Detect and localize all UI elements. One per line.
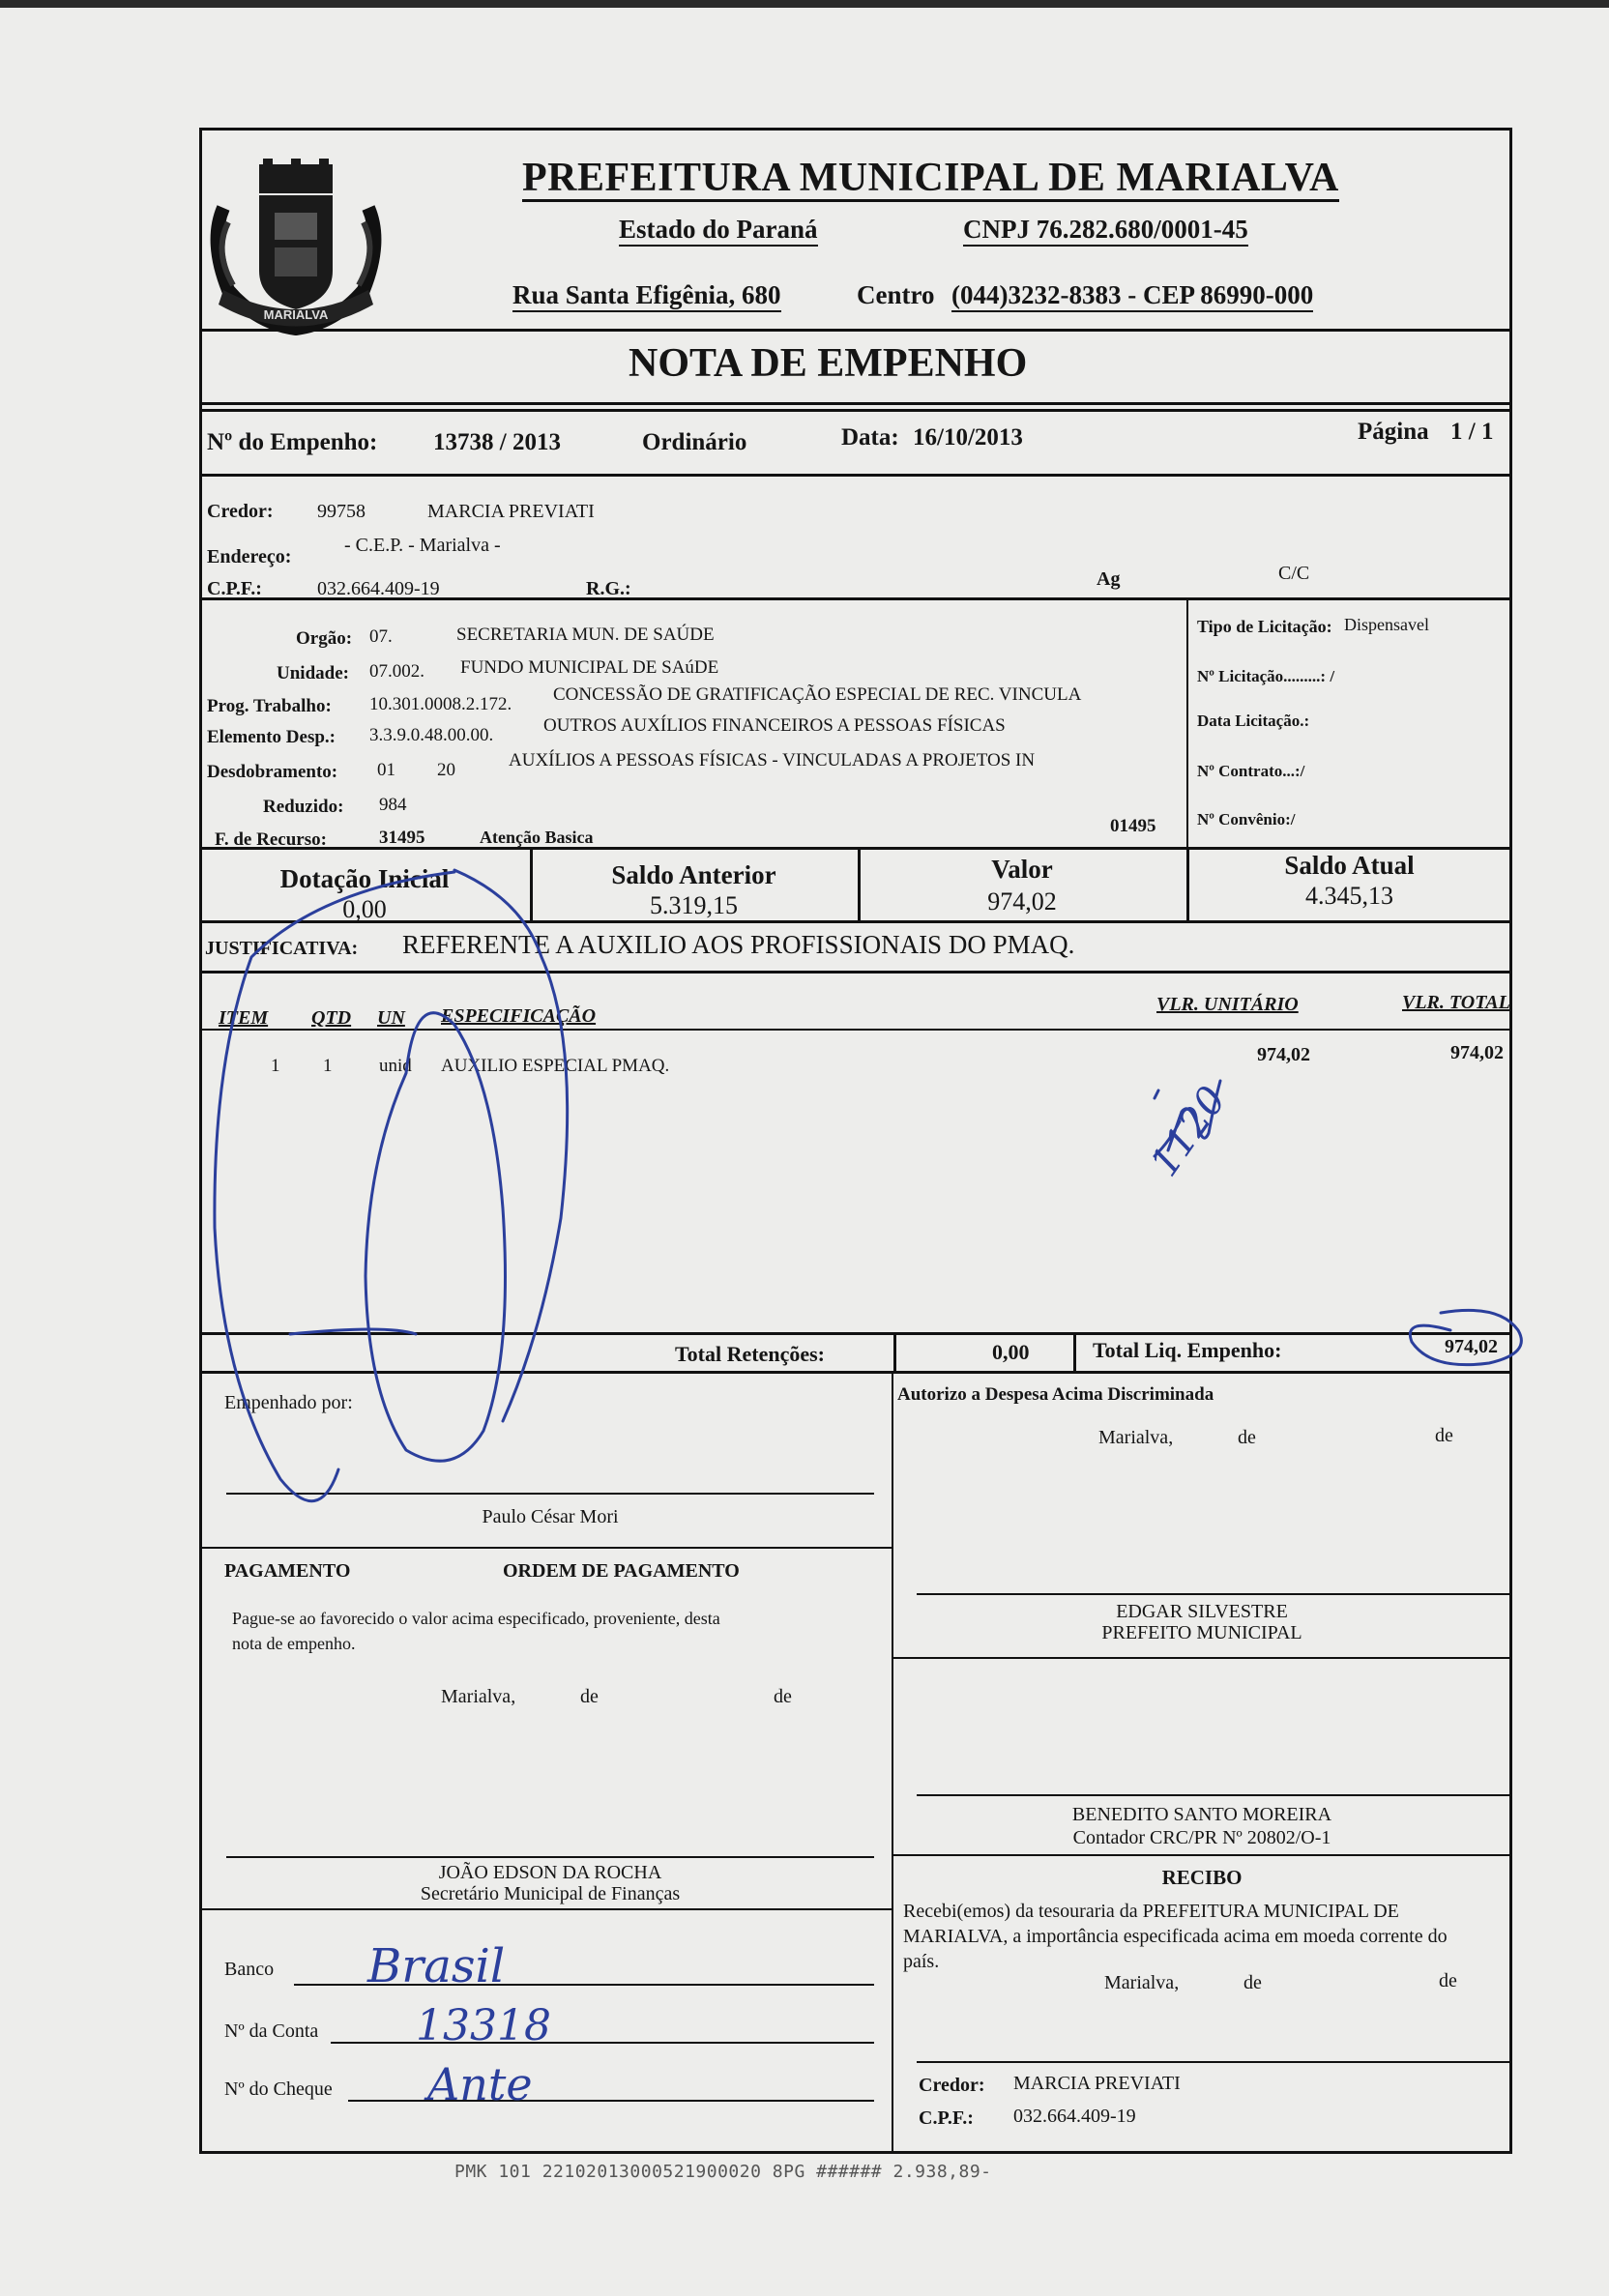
unidade-label: Unidade: xyxy=(277,663,349,683)
pagamento-city: Marialva, xyxy=(441,1686,516,1707)
prog-code: 10.301.0008.2.172. xyxy=(369,694,512,714)
ag-label: Ag xyxy=(1097,568,1121,590)
orgao-name: SECRETARIA MUN. DE SAÚDE xyxy=(456,625,715,645)
desdob-code2: 20 xyxy=(437,760,455,780)
desdob-label: Desdobramento: xyxy=(207,762,338,782)
recurso-label: F. de Recurso: xyxy=(215,829,327,850)
orgao-code: 07. xyxy=(369,626,393,647)
unidade-name: FUNDO MUNICIPAL DE SAúDE xyxy=(460,657,719,678)
prefeito-role: PREFEITO MUNICIPAL xyxy=(1101,1622,1302,1643)
dotacao-value: 0,00 xyxy=(342,895,387,923)
licitacao-type-label: Tipo de Licitação: xyxy=(1197,617,1332,636)
credor-name: MARCIA PREVIATI xyxy=(427,501,595,522)
credor-label: Credor: xyxy=(207,501,274,522)
prefeito-name: EDGAR SILVESTRE xyxy=(1116,1601,1288,1622)
valor-label: Valor xyxy=(991,855,1053,884)
conta-signature-text: 13318 xyxy=(416,2001,551,2050)
pagamento-label: PAGAMENTO xyxy=(224,1560,351,1582)
recurso-right-code: 01495 xyxy=(1110,816,1156,836)
justificativa-text: REFERENTE A AUXILIO AOS PROFISSIONAIS DO PMAQ. xyxy=(402,930,1075,959)
date-label: Data: xyxy=(841,424,899,450)
document-title: NOTA DE EMPENHO xyxy=(629,341,1028,386)
row-unit-value: 974,02 xyxy=(1257,1044,1310,1065)
autorizo-city: Marialva, xyxy=(1098,1427,1174,1448)
retencoes-label: Total Retenções: xyxy=(675,1342,825,1366)
convenio-number: Nº Convênio:/ xyxy=(1197,810,1296,828)
pagamento-text-1: Pague-se ao favorecido o valor acima especificado, proveniente, desta xyxy=(232,1609,720,1628)
licitacao-number: Nº Licitação.........: / xyxy=(1197,667,1335,685)
page-label: Página xyxy=(1358,419,1429,445)
contador-name: BENEDITO SANTO MOREIRA xyxy=(1071,1804,1332,1825)
saldo-anterior-label: Saldo Anterior xyxy=(611,860,776,889)
cheque-signature-text: Ante xyxy=(427,2058,533,2110)
reduzido-label: Reduzido: xyxy=(263,797,344,817)
unidade-code: 07.002. xyxy=(369,661,424,682)
ordem-pagamento-label: ORDEM DE PAGAMENTO xyxy=(503,1560,740,1582)
credor-code: 99758 xyxy=(317,501,366,522)
recibo-cpf-label: C.P.F.: xyxy=(919,2107,974,2129)
empenho-type: Ordinário xyxy=(642,429,747,455)
prog-label: Prog. Trabalho: xyxy=(207,696,332,716)
col-header-un: UN xyxy=(377,1007,405,1029)
autorizo-de2: de xyxy=(1435,1425,1453,1446)
recurso-code: 31495 xyxy=(379,828,425,848)
empenho-date: 16/10/2013 xyxy=(913,424,1023,450)
row-qtd: 1 xyxy=(323,1056,333,1076)
recibo-cpf-value: 032.664.409-19 xyxy=(1013,2106,1136,2127)
empenhado-label: Empenhado por: xyxy=(224,1392,353,1413)
reduzido-value: 984 xyxy=(379,795,407,815)
row-item: 1 xyxy=(271,1056,280,1076)
empenhado-name: Paulo César Mori xyxy=(482,1506,619,1527)
col-header-spec: ESPECIFICAÇÃO xyxy=(441,1005,597,1027)
col-header-total: VLR. TOTAL xyxy=(1402,992,1510,1013)
banco-label: Banco xyxy=(224,1959,275,1980)
autorizo-de1: de xyxy=(1238,1427,1256,1448)
banco-signature-text: Brasil xyxy=(367,1939,506,1993)
header-state: Estado do Paraná xyxy=(619,215,818,247)
footer-code: PMK 101 22102013000521900020 8PG ###### 2.938,89- xyxy=(454,2162,992,2182)
cpf-label: C.P.F.: xyxy=(207,578,262,599)
pagamento-text-2: nota de empenho. xyxy=(232,1634,356,1653)
prog-name: CONCESSÃO DE GRATIFICAÇÃO ESPECIAL DE REC. VINCULA xyxy=(553,684,1082,705)
address-value: - C.E.P. - Marialva - xyxy=(344,535,501,556)
page-number: 1 / 1 xyxy=(1450,419,1494,445)
autorizo-label: Autorizo a Despesa Acima Discriminada xyxy=(897,1384,1214,1405)
row-total-value: 974,02 xyxy=(1450,1042,1504,1063)
row-spec: AUXILIO ESPECIAL PMAQ. xyxy=(441,1056,670,1076)
recibo-title: RECIBO xyxy=(1161,1866,1243,1889)
desdob-code1: 01 xyxy=(377,760,395,780)
retencoes-value: 0,00 xyxy=(992,1340,1030,1364)
licitacao-date: Data Licitação.: xyxy=(1197,712,1310,730)
recibo-line-2: MARIALVA, a importância especificada acima em moeda corrente do xyxy=(903,1926,1448,1947)
elemento-label: Elemento Desp.: xyxy=(207,727,336,747)
recibo-city: Marialva, xyxy=(1104,1972,1180,1993)
row-un: unid xyxy=(379,1056,412,1076)
desdob-name: AUXÍLIOS A PESSOAS FÍSICAS - VINCULADAS A PROJETOS IN xyxy=(509,750,1036,770)
liquido-label: Total Liq. Empenho: xyxy=(1093,1338,1282,1362)
header-district: Centro xyxy=(857,280,935,309)
cheque-label: Nº do Cheque xyxy=(224,2078,333,2100)
saldo-anterior-value: 5.319,15 xyxy=(650,891,738,919)
recibo-credor-label: Credor: xyxy=(919,2075,985,2096)
secretario-name: JOÃO EDSON DA ROCHA xyxy=(438,1862,662,1883)
elemento-name: OUTROS AUXÍLIOS FINANCEIROS A PESSOAS FÍSICAS xyxy=(543,715,1006,736)
rg-label: R.G.: xyxy=(586,578,631,599)
header-street: Rua Santa Efigênia, 680 xyxy=(512,280,781,312)
dotacao-label: Dotação Inicial xyxy=(279,864,450,893)
pagamento-de1: de xyxy=(580,1686,599,1707)
empenho-number: 13738 / 2013 xyxy=(433,429,561,455)
orgao-label: Orgão: xyxy=(296,628,353,649)
contador-role: Contador CRC/PR Nº 20802/O-1 xyxy=(1072,1827,1331,1848)
saldo-atual-value: 4.345,13 xyxy=(1305,882,1393,910)
col-header-qtd: QTD xyxy=(311,1007,352,1029)
recibo-credor-name: MARCIA PREVIATI xyxy=(1013,2073,1181,2094)
conta-label: Nº da Conta xyxy=(224,2020,319,2042)
cpf-value: 032.664.409-19 xyxy=(317,578,440,599)
saldo-atual-label: Saldo Atual xyxy=(1284,851,1415,880)
empenho-label: Nº do Empenho: xyxy=(207,429,378,455)
svg-text:MARIALVA: MARIALVA xyxy=(263,307,329,322)
handwritten-initials: 1120 xyxy=(1142,1078,1236,1185)
recurso-name: Atenção Basica xyxy=(480,828,594,847)
justificativa-label: JUSTIFICATIVA: xyxy=(205,938,359,959)
valor-value: 974,02 xyxy=(987,887,1057,915)
col-header-item: ITEM xyxy=(219,1007,269,1029)
recibo-de2: de xyxy=(1439,1970,1457,1991)
licitacao-type-value: Dispensavel xyxy=(1344,615,1429,634)
col-header-unit: VLR. UNITÁRIO xyxy=(1156,994,1299,1015)
pagamento-de2: de xyxy=(774,1686,792,1707)
header-cnpj: CNPJ 76.282.680/0001-45 xyxy=(963,215,1248,247)
address-label: Endereço: xyxy=(207,546,292,567)
liquido-value: 974,02 xyxy=(1445,1336,1498,1357)
contrato-number: Nº Contrato...:/ xyxy=(1197,762,1305,780)
cc-label: C/C xyxy=(1278,563,1310,584)
recibo-line-3: país. xyxy=(903,1951,940,1972)
elemento-code: 3.3.9.0.48.00.00. xyxy=(369,725,494,745)
recibo-line-1: Recebi(emos) da tesouraria da PREFEITURA MUNICIPAL DE xyxy=(903,1901,1399,1922)
header-phone-cep: (044)3232-8383 - CEP 86990-000 xyxy=(951,280,1313,312)
header-title: PREFEITURA MUNICIPAL DE MARIALVA xyxy=(522,156,1339,200)
recibo-de1: de xyxy=(1243,1972,1262,1993)
secretario-role: Secretário Municipal de Finanças xyxy=(420,1883,681,1904)
